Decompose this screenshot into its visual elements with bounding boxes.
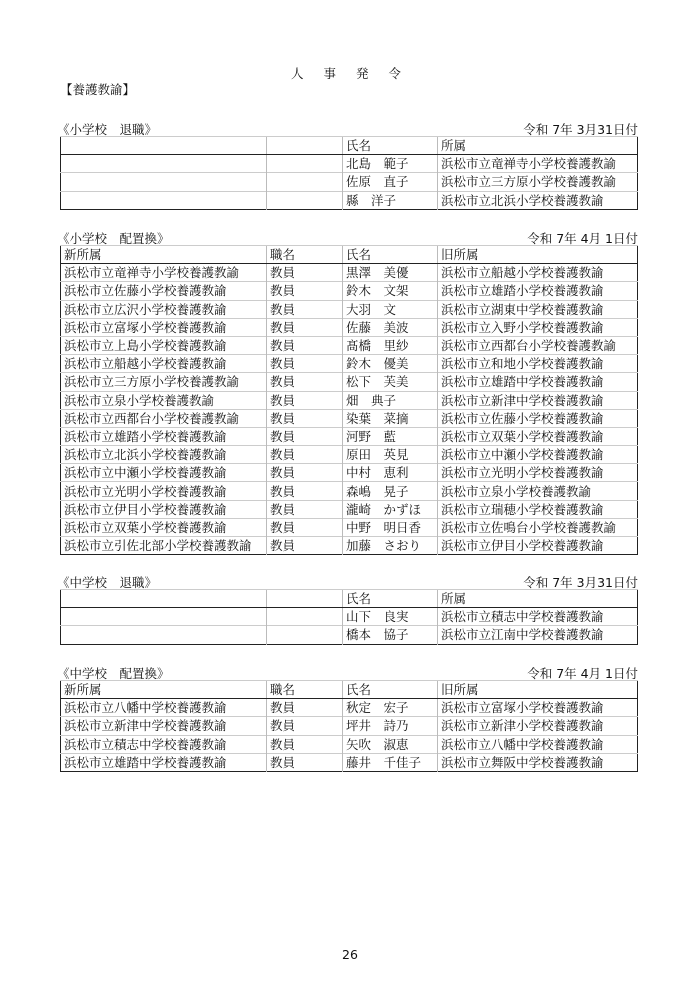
cell-new-affiliation — [61, 155, 267, 173]
cell-position: 教員 — [267, 318, 343, 336]
section-date: 令和 7年 4月 1日付 — [527, 231, 638, 246]
table-header-row — [61, 137, 638, 155]
cell-affiliation: 浜松市立佐鳴台小学校養護教諭 — [438, 518, 638, 536]
cell-name: 佐藤 美波 — [343, 318, 438, 336]
header-position: 職名 — [267, 246, 343, 264]
header-position — [267, 137, 343, 155]
cell-new-affiliation: 浜松市立積志中学校養護教諭 — [61, 735, 267, 753]
cell-name: 佐原 直子 — [343, 173, 438, 191]
cell-affiliation: 浜松市立入野小学校養護教諭 — [438, 318, 638, 336]
cell-position: 教員 — [267, 446, 343, 464]
cell-position: 教員 — [267, 699, 343, 717]
cell-new-affiliation: 浜松市立西都台小学校養護教諭 — [61, 409, 267, 427]
cell-position — [267, 173, 343, 191]
cell-affiliation: 浜松市立西都台小学校養護教諭 — [438, 336, 638, 354]
cell-name: 山下 良実 — [343, 608, 438, 626]
cell-new-affiliation: 浜松市立上島小学校養護教諭 — [61, 336, 267, 354]
header-affiliation: 旧所属 — [438, 246, 638, 264]
cell-position: 教員 — [267, 753, 343, 771]
cell-new-affiliation: 浜松市立双葉小学校養護教諭 — [61, 518, 267, 536]
table-row — [61, 391, 638, 409]
section-label: 《小学校 配置換》 — [57, 231, 170, 246]
cell-position: 教員 — [267, 427, 343, 445]
table-header-row — [61, 246, 638, 264]
cell-new-affiliation: 浜松市立新津中学校養護教諭 — [61, 717, 267, 735]
cell-affiliation: 浜松市立竜禅寺小学校養護教諭 — [438, 155, 638, 173]
cell-name: 中野 明日香 — [343, 518, 438, 536]
cell-position — [267, 626, 343, 644]
header-name: 氏名 — [343, 246, 438, 264]
table-row — [61, 626, 638, 644]
section-date: 令和 7年 4月 1日付 — [527, 666, 638, 681]
cell-affiliation: 浜松市立積志中学校養護教諭 — [438, 608, 638, 626]
header-affiliation: 所属 — [438, 590, 638, 608]
table-row — [61, 318, 638, 336]
table-row — [61, 427, 638, 445]
table-row — [61, 717, 638, 735]
table-row — [61, 464, 638, 482]
cell-affiliation: 浜松市立舞阪中学校養護教諭 — [438, 753, 638, 771]
table-row — [61, 608, 638, 626]
cell-name: 瀧崎 かずほ — [343, 500, 438, 518]
table-row — [61, 300, 638, 318]
page-number: 26 — [342, 947, 358, 962]
cell-affiliation: 浜松市立瑞穂小学校養護教諭 — [438, 500, 638, 518]
table-header-row — [61, 590, 638, 608]
cell-position: 教員 — [267, 300, 343, 318]
cell-new-affiliation: 浜松市立八幡中学校養護教諭 — [61, 699, 267, 717]
cell-name: 髙橋 里紗 — [343, 336, 438, 354]
cell-name: 松下 芙美 — [343, 373, 438, 391]
cell-new-affiliation: 浜松市立竜禅寺小学校養護教諭 — [61, 264, 267, 282]
cell-position: 教員 — [267, 355, 343, 373]
cell-new-affiliation: 浜松市立光明小学校養護教諭 — [61, 482, 267, 500]
cell-name: 染葉 菜摘 — [343, 409, 438, 427]
cell-new-affiliation — [61, 626, 267, 644]
header-new-affiliation: 新所属 — [61, 681, 267, 699]
cell-affiliation: 浜松市立雄踏中学校養護教諭 — [438, 373, 638, 391]
header-new-affiliation — [61, 137, 267, 155]
header-position — [267, 590, 343, 608]
table-header-row — [61, 681, 638, 699]
cell-name: 森嶋 晃子 — [343, 482, 438, 500]
cell-position: 教員 — [267, 282, 343, 300]
cell-name: 畑 典子 — [343, 391, 438, 409]
cell-affiliation: 浜松市立泉小学校養護教諭 — [438, 482, 638, 500]
cell-new-affiliation: 浜松市立伊目小学校養護教諭 — [61, 500, 267, 518]
table-row — [61, 409, 638, 427]
section-date: 令和 7年 3月31日付 — [523, 122, 638, 137]
cell-name: 加藤 さおり — [343, 537, 438, 555]
cell-new-affiliation: 浜松市立泉小学校養護教諭 — [61, 391, 267, 409]
cell-affiliation: 浜松市立光明小学校養護教諭 — [438, 464, 638, 482]
cell-affiliation: 浜松市立船越小学校養護教諭 — [438, 264, 638, 282]
section-date: 令和 7年 3月31日付 — [523, 575, 638, 590]
section-label: 《中学校 配置換》 — [57, 666, 170, 681]
cell-name: 橋本 協子 — [343, 626, 438, 644]
table-row — [61, 753, 638, 771]
header-name: 氏名 — [343, 681, 438, 699]
cell-position: 教員 — [267, 735, 343, 753]
cell-affiliation: 浜松市立八幡中学校養護教諭 — [438, 735, 638, 753]
table-row — [61, 282, 638, 300]
elementary-retirement-table — [60, 136, 638, 210]
cell-affiliation: 浜松市立江南中学校養護教諭 — [438, 626, 638, 644]
cell-position: 教員 — [267, 391, 343, 409]
table-row — [61, 336, 638, 354]
junior-high-transfer-table — [60, 680, 638, 772]
cell-name: 縣 洋子 — [343, 191, 438, 209]
cell-affiliation: 浜松市立中瀬小学校養護教諭 — [438, 446, 638, 464]
header-affiliation: 旧所属 — [438, 681, 638, 699]
cell-name: 原田 英見 — [343, 446, 438, 464]
cell-position: 教員 — [267, 373, 343, 391]
header-new-affiliation: 新所属 — [61, 246, 267, 264]
cell-new-affiliation: 浜松市立三方原小学校養護教諭 — [61, 373, 267, 391]
cell-name: 鈴木 優美 — [343, 355, 438, 373]
table-row — [61, 500, 638, 518]
table-row — [61, 155, 638, 173]
cell-new-affiliation — [61, 608, 267, 626]
cell-affiliation: 浜松市立和地小学校養護教諭 — [438, 355, 638, 373]
header-position: 職名 — [267, 681, 343, 699]
cell-new-affiliation: 浜松市立富塚小学校養護教諭 — [61, 318, 267, 336]
cell-new-affiliation — [61, 173, 267, 191]
cell-name: 藤井 千佳子 — [343, 753, 438, 771]
cell-affiliation: 浜松市立北浜小学校養護教諭 — [438, 191, 638, 209]
cell-new-affiliation: 浜松市立船越小学校養護教諭 — [61, 355, 267, 373]
cell-new-affiliation: 浜松市立佐藤小学校養護教諭 — [61, 282, 267, 300]
cell-position — [267, 191, 343, 209]
cell-position: 教員 — [267, 717, 343, 735]
cell-position: 教員 — [267, 537, 343, 555]
table-row — [61, 446, 638, 464]
cell-affiliation: 浜松市立富塚小学校養護教諭 — [438, 699, 638, 717]
cell-position: 教員 — [267, 409, 343, 427]
section-label: 《小学校 退職》 — [57, 122, 158, 137]
cell-new-affiliation: 浜松市立雄踏中学校養護教諭 — [61, 753, 267, 771]
cell-affiliation: 浜松市立佐藤小学校養護教諭 — [438, 409, 638, 427]
cell-name: 黒澤 美優 — [343, 264, 438, 282]
header-name: 氏名 — [343, 137, 438, 155]
header-affiliation: 所属 — [438, 137, 638, 155]
header-new-affiliation — [61, 590, 267, 608]
cell-name: 鈴木 文架 — [343, 282, 438, 300]
category-heading: 【養護教諭】 — [60, 82, 136, 97]
cell-name: 大羽 文 — [343, 300, 438, 318]
cell-new-affiliation: 浜松市立中瀬小学校養護教諭 — [61, 464, 267, 482]
cell-affiliation: 浜松市立雄踏小学校養護教諭 — [438, 282, 638, 300]
cell-name: 北島 範子 — [343, 155, 438, 173]
section-label: 《中学校 退職》 — [57, 575, 158, 590]
cell-affiliation: 浜松市立三方原小学校養護教諭 — [438, 173, 638, 191]
cell-position: 教員 — [267, 500, 343, 518]
cell-position — [267, 608, 343, 626]
cell-new-affiliation — [61, 191, 267, 209]
table-row — [61, 373, 638, 391]
cell-affiliation: 浜松市立双葉小学校養護教諭 — [438, 427, 638, 445]
table-row — [61, 355, 638, 373]
cell-affiliation: 浜松市立新津中学校養護教諭 — [438, 391, 638, 409]
cell-affiliation: 浜松市立新津小学校養護教諭 — [438, 717, 638, 735]
cell-name: 坪井 詩乃 — [343, 717, 438, 735]
cell-position — [267, 155, 343, 173]
cell-new-affiliation: 浜松市立引佐北部小学校養護教諭 — [61, 537, 267, 555]
table-row — [61, 735, 638, 753]
table-row — [61, 699, 638, 717]
cell-position: 教員 — [267, 264, 343, 282]
cell-new-affiliation: 浜松市立雄踏小学校養護教諭 — [61, 427, 267, 445]
cell-affiliation: 浜松市立伊目小学校養護教諭 — [438, 537, 638, 555]
cell-position: 教員 — [267, 518, 343, 536]
table-row — [61, 173, 638, 191]
cell-position: 教員 — [267, 336, 343, 354]
header-name: 氏名 — [343, 590, 438, 608]
elementary-transfer-table — [60, 245, 638, 555]
table-row — [61, 482, 638, 500]
table-row — [61, 264, 638, 282]
cell-name: 河野 藍 — [343, 427, 438, 445]
cell-name: 秋定 宏子 — [343, 699, 438, 717]
cell-new-affiliation: 浜松市立広沢小学校養護教諭 — [61, 300, 267, 318]
cell-new-affiliation: 浜松市立北浜小学校養護教諭 — [61, 446, 267, 464]
table-row — [61, 518, 638, 536]
table-row — [61, 191, 638, 209]
cell-position: 教員 — [267, 464, 343, 482]
cell-name: 中村 恵利 — [343, 464, 438, 482]
cell-name: 矢吹 淑恵 — [343, 735, 438, 753]
document-title: 人 事 発 令 — [291, 66, 409, 81]
cell-position: 教員 — [267, 482, 343, 500]
table-row — [61, 537, 638, 555]
junior-high-retirement-table — [60, 589, 638, 645]
cell-affiliation: 浜松市立湖東中学校養護教諭 — [438, 300, 638, 318]
